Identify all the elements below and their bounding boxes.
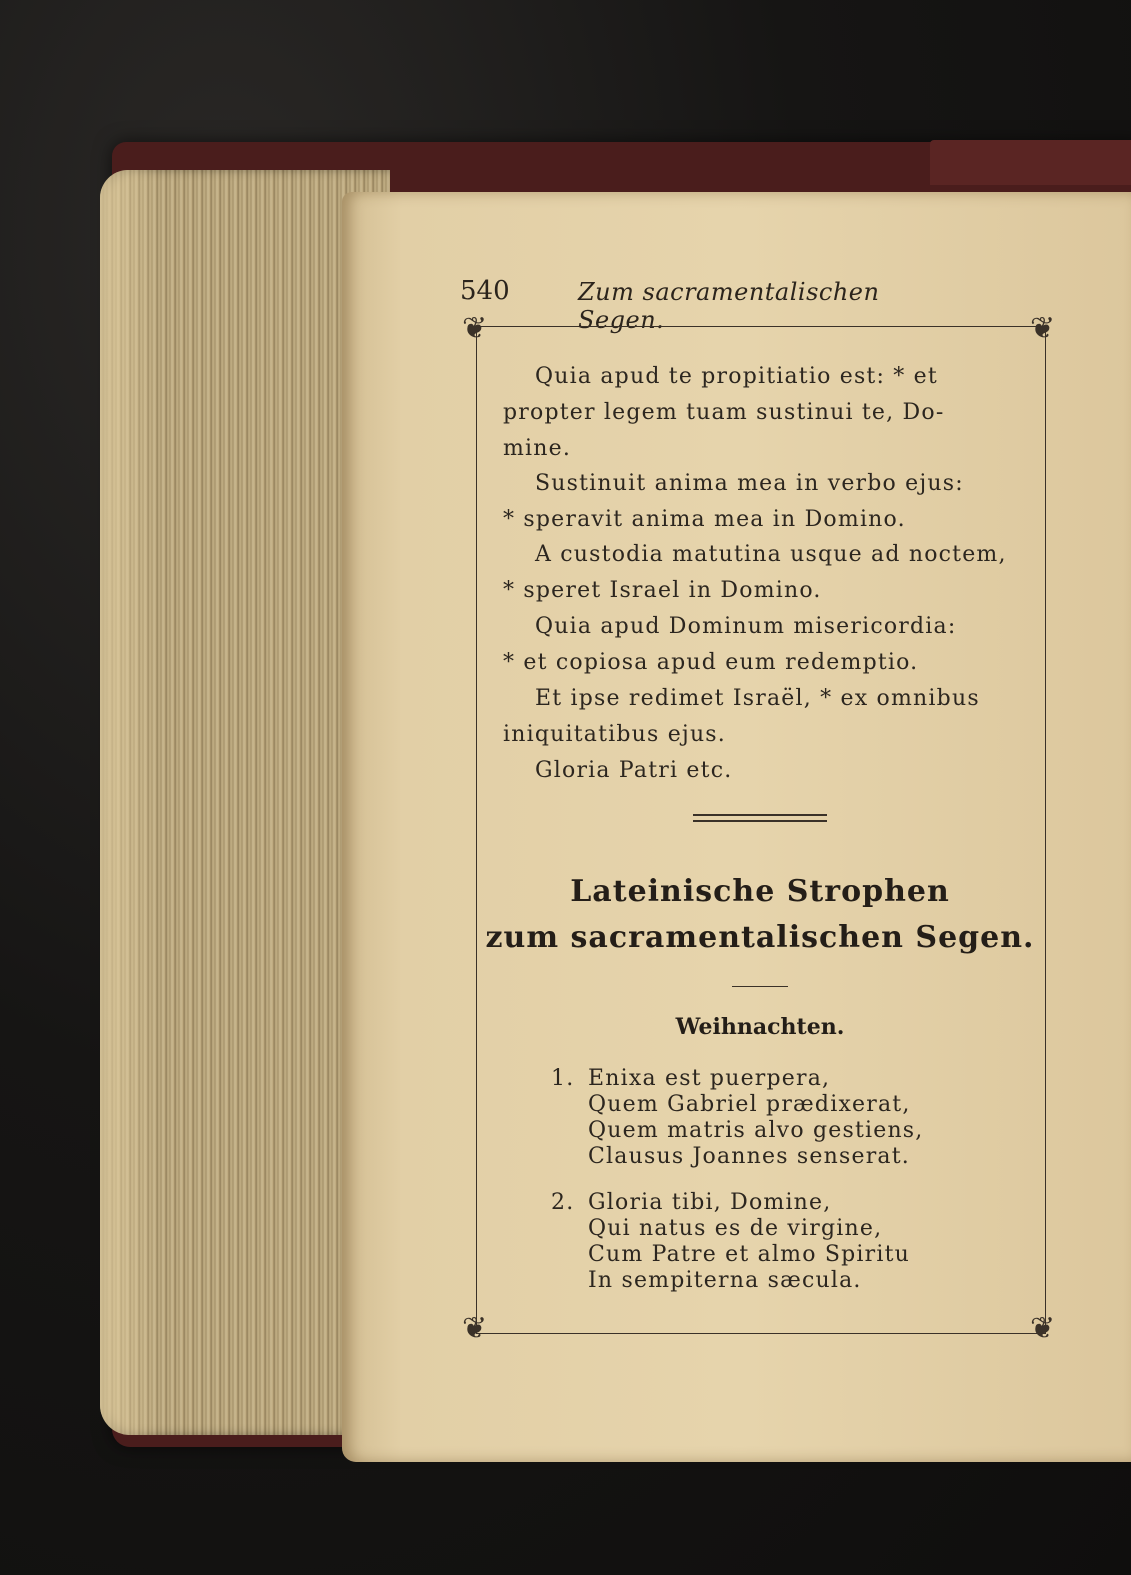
corner-ornament-icon: ❦ bbox=[462, 311, 488, 346]
section-title-line1: Lateinische Strophen bbox=[570, 874, 950, 909]
text-line: Quia apud te propitiatio est: * et bbox=[535, 364, 938, 389]
text-line: mine. bbox=[503, 436, 572, 461]
verse-line: Enixa est puerpera, bbox=[588, 1066, 831, 1091]
verse-line: Clausus Joannes senserat. bbox=[588, 1144, 910, 1169]
corner-ornament-icon: ❦ bbox=[1030, 311, 1056, 346]
double-rule-divider bbox=[693, 814, 827, 816]
corner-ornament-icon: ❦ bbox=[462, 1311, 488, 1346]
verse-line: Gloria tibi, Domine, bbox=[588, 1190, 832, 1215]
text-line: Et ipse redimet Israël, * ex omnibus bbox=[535, 686, 980, 711]
verse-line: Cum Patre et almo Spiritu bbox=[588, 1242, 911, 1267]
corner-ornament-icon: ❦ bbox=[1030, 1311, 1056, 1346]
section-title-line2: zum sacramentalischen Segen. bbox=[485, 920, 1035, 955]
section-subtitle: Weihnachten. bbox=[675, 1014, 845, 1040]
verse-number: 2. bbox=[551, 1190, 575, 1215]
verse-line: Quem Gabriel prædixerat, bbox=[588, 1092, 911, 1117]
verse-line: In sempiterna sæcula. bbox=[588, 1268, 862, 1293]
running-head bbox=[460, 276, 960, 334]
text-line: Sustinuit anima mea in verbo ejus: bbox=[535, 471, 964, 496]
text-line: Quia apud Dominum misericordia: bbox=[535, 614, 957, 639]
text-line: propter legem tuam sustinui te, Do- bbox=[503, 400, 945, 425]
book-cover-top bbox=[930, 140, 1131, 185]
short-rule bbox=[732, 986, 788, 987]
text-line: * speravit anima mea in Domino. bbox=[503, 507, 906, 532]
verse-number: 1. bbox=[551, 1066, 575, 1091]
double-rule-divider bbox=[693, 820, 827, 822]
text-line: * speret Israel in Domino. bbox=[503, 578, 822, 603]
text-line: A custodia matutina usque ad noctem, bbox=[535, 542, 1007, 567]
verse-line: Qui natus es de virgine, bbox=[588, 1216, 883, 1241]
text-line: iniquitatibus ejus. bbox=[503, 722, 726, 747]
text-line: Gloria Patri etc. bbox=[535, 758, 733, 783]
page-number: 540 bbox=[460, 276, 510, 306]
running-head-title: Zum sacramentalischen Segen. bbox=[578, 278, 880, 334]
verse-line: Quem matris alvo gestiens, bbox=[588, 1118, 924, 1143]
text-line: * et copiosa apud eum redemptio. bbox=[503, 650, 919, 675]
